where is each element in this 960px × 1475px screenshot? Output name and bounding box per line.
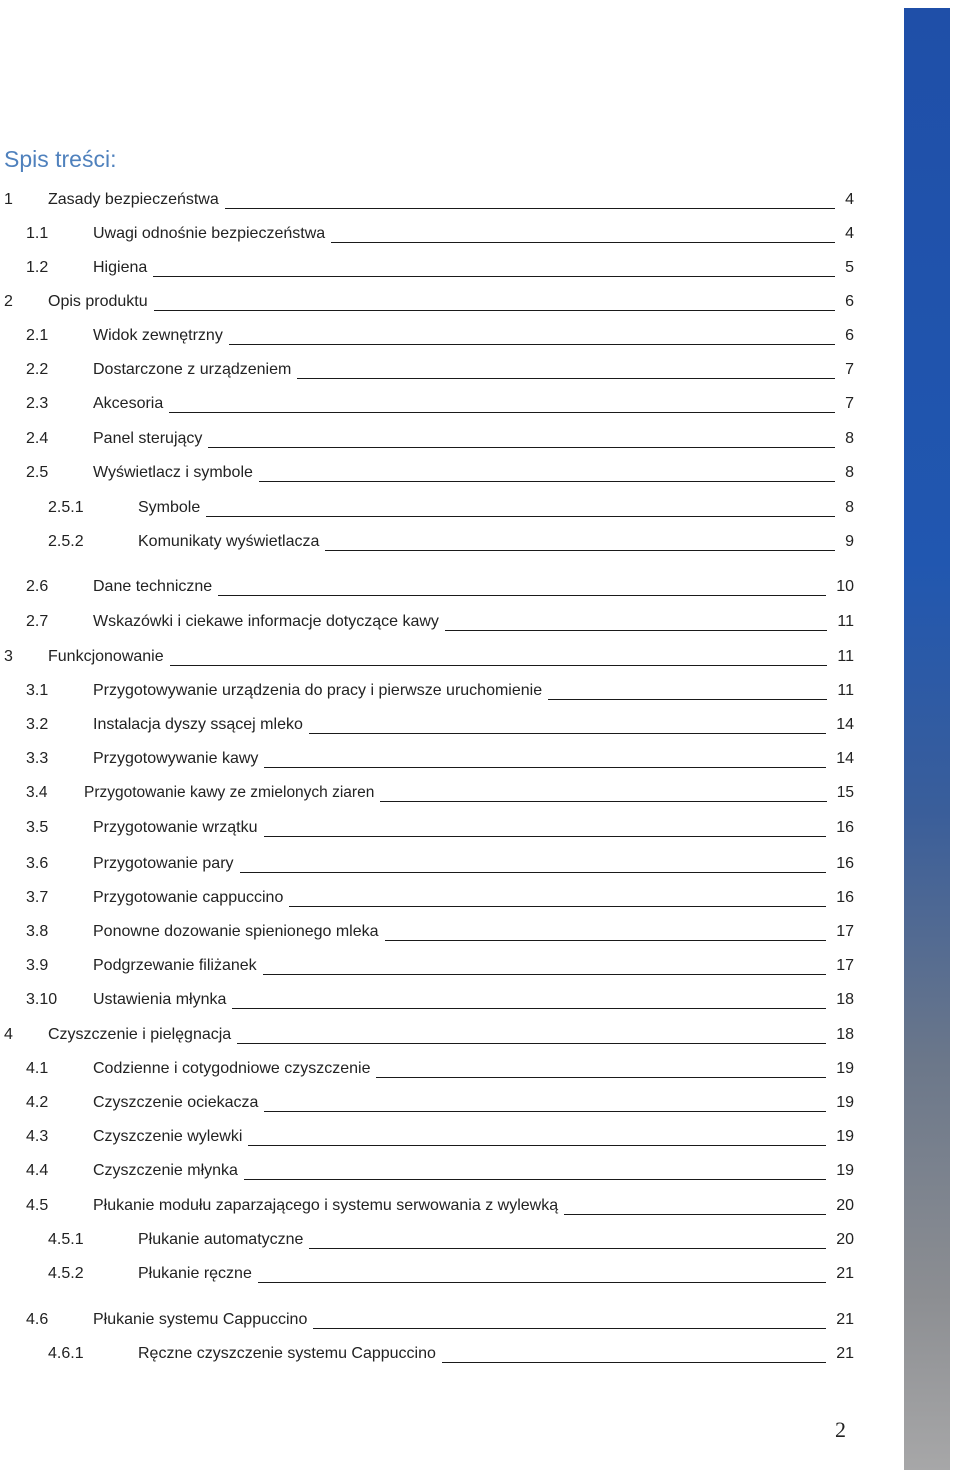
toc-entry-label: Ręczne czyszczenie systemu Cappuccino: [138, 1344, 442, 1364]
toc-entry-number: 2.5: [26, 464, 49, 481]
toc-entry-number: 4.5: [26, 1197, 49, 1214]
toc-entry-page: 10: [836, 578, 854, 595]
toc-entry-number: 4.3: [26, 1128, 49, 1145]
toc-leader-line: [378, 801, 827, 802]
toc-entry[interactable]: [0, 1125, 860, 1149]
toc-entry[interactable]: [0, 1057, 860, 1081]
toc-entry[interactable]: [0, 530, 860, 554]
toc-entry-page: 17: [836, 957, 854, 974]
toc-entry-number: 4.6.1: [48, 1345, 84, 1362]
toc-entry-page: 18: [836, 1026, 854, 1043]
toc-entry-number: 2.6: [26, 578, 49, 595]
toc-entry-number: 3: [4, 648, 13, 665]
toc-entry-number: 3.8: [26, 923, 49, 940]
toc-entry-number: 3.2: [26, 716, 49, 733]
toc-entry[interactable]: [0, 886, 860, 910]
toc-leader-line: [223, 208, 835, 209]
toc-entry-page: 20: [836, 1197, 854, 1214]
toc-entry-label: Przygotowanie wrzątku: [93, 818, 264, 838]
toc-entry-number: 2.4: [26, 430, 49, 447]
toc-entry[interactable]: [0, 713, 860, 737]
toc-entry-page: 20: [836, 1231, 854, 1248]
toc-entry-page: 7: [845, 361, 854, 378]
toc-leader-line: [216, 595, 826, 596]
toc-entry-page: 16: [836, 819, 854, 836]
toc-entry-label: Przygotowanie cappuccino: [93, 888, 289, 908]
toc-entry[interactable]: [0, 1262, 860, 1286]
toc-entry-page: 7: [845, 395, 854, 412]
toc-entry[interactable]: [0, 954, 860, 978]
toc-leader-line: [242, 1179, 826, 1180]
toc-entry-label: Symbole: [138, 498, 206, 518]
toc-entry[interactable]: [0, 496, 860, 520]
toc-title: Spis treści:: [4, 146, 117, 172]
toc-leader-line: [311, 1328, 826, 1329]
toc-entry-page: 15: [836, 784, 854, 801]
toc-entry-page: 19: [836, 1162, 854, 1179]
toc-leader-line: [440, 1362, 826, 1363]
toc-entry[interactable]: [0, 1023, 860, 1047]
toc-entry-label: Komunikaty wyświetlacza: [138, 532, 325, 552]
toc-entry[interactable]: [0, 920, 860, 944]
toc-entry[interactable]: [0, 645, 860, 669]
toc-leader-line: [562, 1214, 826, 1215]
toc-entry-number: 2.5.2: [48, 533, 84, 550]
toc-entry-page: 21: [836, 1311, 854, 1328]
toc-entry[interactable]: [0, 427, 860, 451]
toc-entry-number: 4: [4, 1026, 13, 1043]
toc-leader-line: [235, 1043, 826, 1044]
toc-entry[interactable]: [0, 1308, 860, 1332]
toc-entry-label: Funkcjonowanie: [48, 647, 170, 667]
toc-entry-label: Uwagi odnośnie bezpieczeństwa: [93, 224, 331, 244]
toc-entry-number: 4.2: [26, 1094, 49, 1111]
toc-entry-label: Higiena: [93, 258, 153, 278]
decorative-side-stripe: [904, 8, 950, 1470]
toc-entry-label: Płukanie ręczne: [138, 1264, 258, 1284]
toc-entry-number: 2.3: [26, 395, 49, 412]
toc-leader-line: [151, 276, 835, 277]
toc-entry-number: 4.6: [26, 1311, 49, 1328]
toc-entry[interactable]: [0, 610, 860, 634]
toc-entry[interactable]: [0, 852, 860, 876]
toc-entry-page: 9: [845, 533, 854, 550]
toc-entry[interactable]: [0, 358, 860, 382]
toc-entry-number: 3.4: [26, 784, 48, 801]
toc-leader-line: [307, 1248, 826, 1249]
toc-entry-page: 16: [836, 889, 854, 906]
toc-entry-number: 3.7: [26, 889, 49, 906]
toc-leader-line: [287, 906, 826, 907]
toc-leader-line: [262, 1111, 826, 1112]
toc-entry-number: 4.5.2: [48, 1265, 84, 1282]
toc-entry-page: 6: [845, 327, 854, 344]
toc-entry-label: Płukanie automatyczne: [138, 1230, 309, 1250]
toc-leader-line: [261, 974, 826, 975]
toc-entry-label: Czyszczenie młynka: [93, 1161, 244, 1181]
toc-entry-number: 3.3: [26, 750, 49, 767]
toc-entry-label: Panel sterujący: [93, 429, 208, 449]
toc-entry-page: 8: [845, 499, 854, 516]
toc-entry-label: Podgrzewanie filiżanek: [93, 956, 263, 976]
toc-entry-page: 19: [836, 1060, 854, 1077]
toc-entry[interactable]: [0, 461, 860, 485]
toc-entry-number: 2.7: [26, 613, 49, 630]
toc-entry-page: 11: [837, 613, 854, 630]
toc-entry-page: 21: [836, 1265, 854, 1282]
toc-entry-label: Płukanie modułu zaparzającego i systemu serwowania z wylewką: [93, 1196, 564, 1216]
toc-entry-page: 8: [845, 430, 854, 447]
toc-entry-page: 6: [845, 293, 854, 310]
toc-leader-line: [443, 630, 827, 631]
toc-entry-number: 3.5: [26, 819, 49, 836]
toc-entry-label: Ustawienia młynka: [93, 990, 232, 1010]
toc-entry-label: Dostarczone z urządzeniem: [93, 360, 297, 380]
toc-leader-line: [262, 767, 826, 768]
toc-leader-line: [227, 344, 835, 345]
toc-entry-number: 1.1: [26, 225, 49, 242]
toc-entry-number: 2.2: [26, 361, 49, 378]
toc-entry[interactable]: [0, 816, 860, 840]
toc-leader-line: [206, 447, 835, 448]
toc-leader-line: [546, 699, 827, 700]
toc-entry[interactable]: [0, 1342, 860, 1366]
toc-entry[interactable]: [0, 324, 860, 348]
toc-leader-line: [246, 1145, 826, 1146]
toc-entry[interactable]: [0, 222, 860, 246]
toc-entry-label: Zasady bezpieczeństwa: [48, 190, 225, 210]
toc-entry-label: Dane techniczne: [93, 577, 218, 597]
toc-entry-label: Czyszczenie ociekacza: [93, 1093, 264, 1113]
toc-leader-line: [262, 836, 826, 837]
toc-entry-page: 4: [845, 191, 854, 208]
toc-entry-page: 14: [836, 716, 854, 733]
toc-entry-page: 8: [845, 464, 854, 481]
toc-entry[interactable]: [0, 575, 860, 599]
toc-entry-number: 3.6: [26, 855, 49, 872]
toc-entry[interactable]: [0, 1159, 860, 1183]
toc-leader-line: [256, 1282, 826, 1283]
page-number: 2: [835, 1417, 846, 1442]
toc-entry-page: 11: [837, 648, 854, 665]
toc-entry-page: 14: [836, 750, 854, 767]
toc-entry-label: Instalacja dyszy ssącej mleko: [93, 715, 309, 735]
toc-entry[interactable]: [0, 747, 860, 771]
toc-entry-number: 2: [4, 293, 13, 310]
toc-entry-label: Przygotowanie pary: [93, 854, 240, 874]
toc-leader-line: [383, 940, 826, 941]
toc-entry[interactable]: [0, 290, 860, 314]
toc-entry-label: Ponowne dozowanie spienionego mleka: [93, 922, 385, 942]
toc-entry[interactable]: [0, 679, 860, 703]
toc-entry-number: 4.5.1: [48, 1231, 84, 1248]
toc-entry[interactable]: [0, 188, 860, 212]
toc-leader-line: [152, 310, 835, 311]
toc-entry-page: 11: [837, 682, 854, 699]
toc-entry-label: Wyświetlacz i symbole: [93, 463, 259, 483]
toc-entry-number: 1.2: [26, 259, 49, 276]
toc-entry-label: Czyszczenie wylewki: [93, 1127, 248, 1147]
toc-entry[interactable]: [0, 781, 860, 805]
toc-leader-line: [230, 1008, 826, 1009]
toc-leader-line: [257, 481, 835, 482]
toc-entry-page: 17: [836, 923, 854, 940]
toc-entry-label: Widok zewnętrzny: [93, 326, 229, 346]
toc-entry-label: Czyszczenie i pielęgnacja: [48, 1025, 237, 1045]
toc-entry-page: 5: [845, 259, 854, 276]
toc-entry[interactable]: [0, 988, 860, 1012]
toc-entry-label: Wskazówki i ciekawe informacje dotyczące kawy: [93, 612, 445, 632]
toc-entry[interactable]: [0, 1228, 860, 1252]
toc-entry-number: 4.1: [26, 1060, 49, 1077]
toc-leader-line: [323, 550, 835, 551]
toc-entry[interactable]: [0, 256, 860, 280]
toc-entry-page: 19: [836, 1128, 854, 1145]
toc-entry-label: Opis produktu: [48, 292, 154, 312]
toc-entry-page: 19: [836, 1094, 854, 1111]
toc-leader-line: [307, 733, 826, 734]
toc-leader-line: [167, 412, 835, 413]
toc-entry-number: 2.1: [26, 327, 49, 344]
toc-entry-page: 18: [836, 991, 854, 1008]
toc-leader-line: [329, 242, 835, 243]
toc-leader-line: [168, 665, 827, 666]
toc-entry-label: Przygotowywanie urządzenia do pracy i pierwsze uruchomienie: [93, 681, 548, 701]
toc-entry-label: Przygotowywanie kawy: [93, 749, 264, 769]
toc-entry[interactable]: [0, 1091, 860, 1115]
toc-entry-number: 3.1: [26, 682, 49, 699]
toc-leader-line: [295, 378, 835, 379]
toc-entry[interactable]: [0, 392, 860, 416]
toc-leader-line: [374, 1077, 826, 1078]
toc-entry-page: 16: [836, 855, 854, 872]
toc-entry-number: 4.4: [26, 1162, 49, 1179]
toc-entry-number: 3.9: [26, 957, 49, 974]
toc-entry-page: 21: [836, 1345, 854, 1362]
toc-entry-label: Przygotowanie kawy ze zmielonych ziaren: [84, 783, 380, 803]
toc-entry[interactable]: [0, 1194, 860, 1218]
toc-entry-number: 3.10: [26, 991, 58, 1008]
toc-leader-line: [238, 872, 826, 873]
toc-entry-label: Codzienne i cotygodniowe czyszczenie: [93, 1059, 376, 1079]
toc-entry-number: 2.5.1: [48, 499, 84, 516]
toc-entry-label: Akcesoria: [93, 394, 169, 414]
toc-entry-label: Płukanie systemu Cappuccino: [93, 1310, 313, 1330]
toc-entry-page: 4: [845, 225, 854, 242]
toc-leader-line: [204, 516, 835, 517]
toc-entry-number: 1: [4, 191, 13, 208]
